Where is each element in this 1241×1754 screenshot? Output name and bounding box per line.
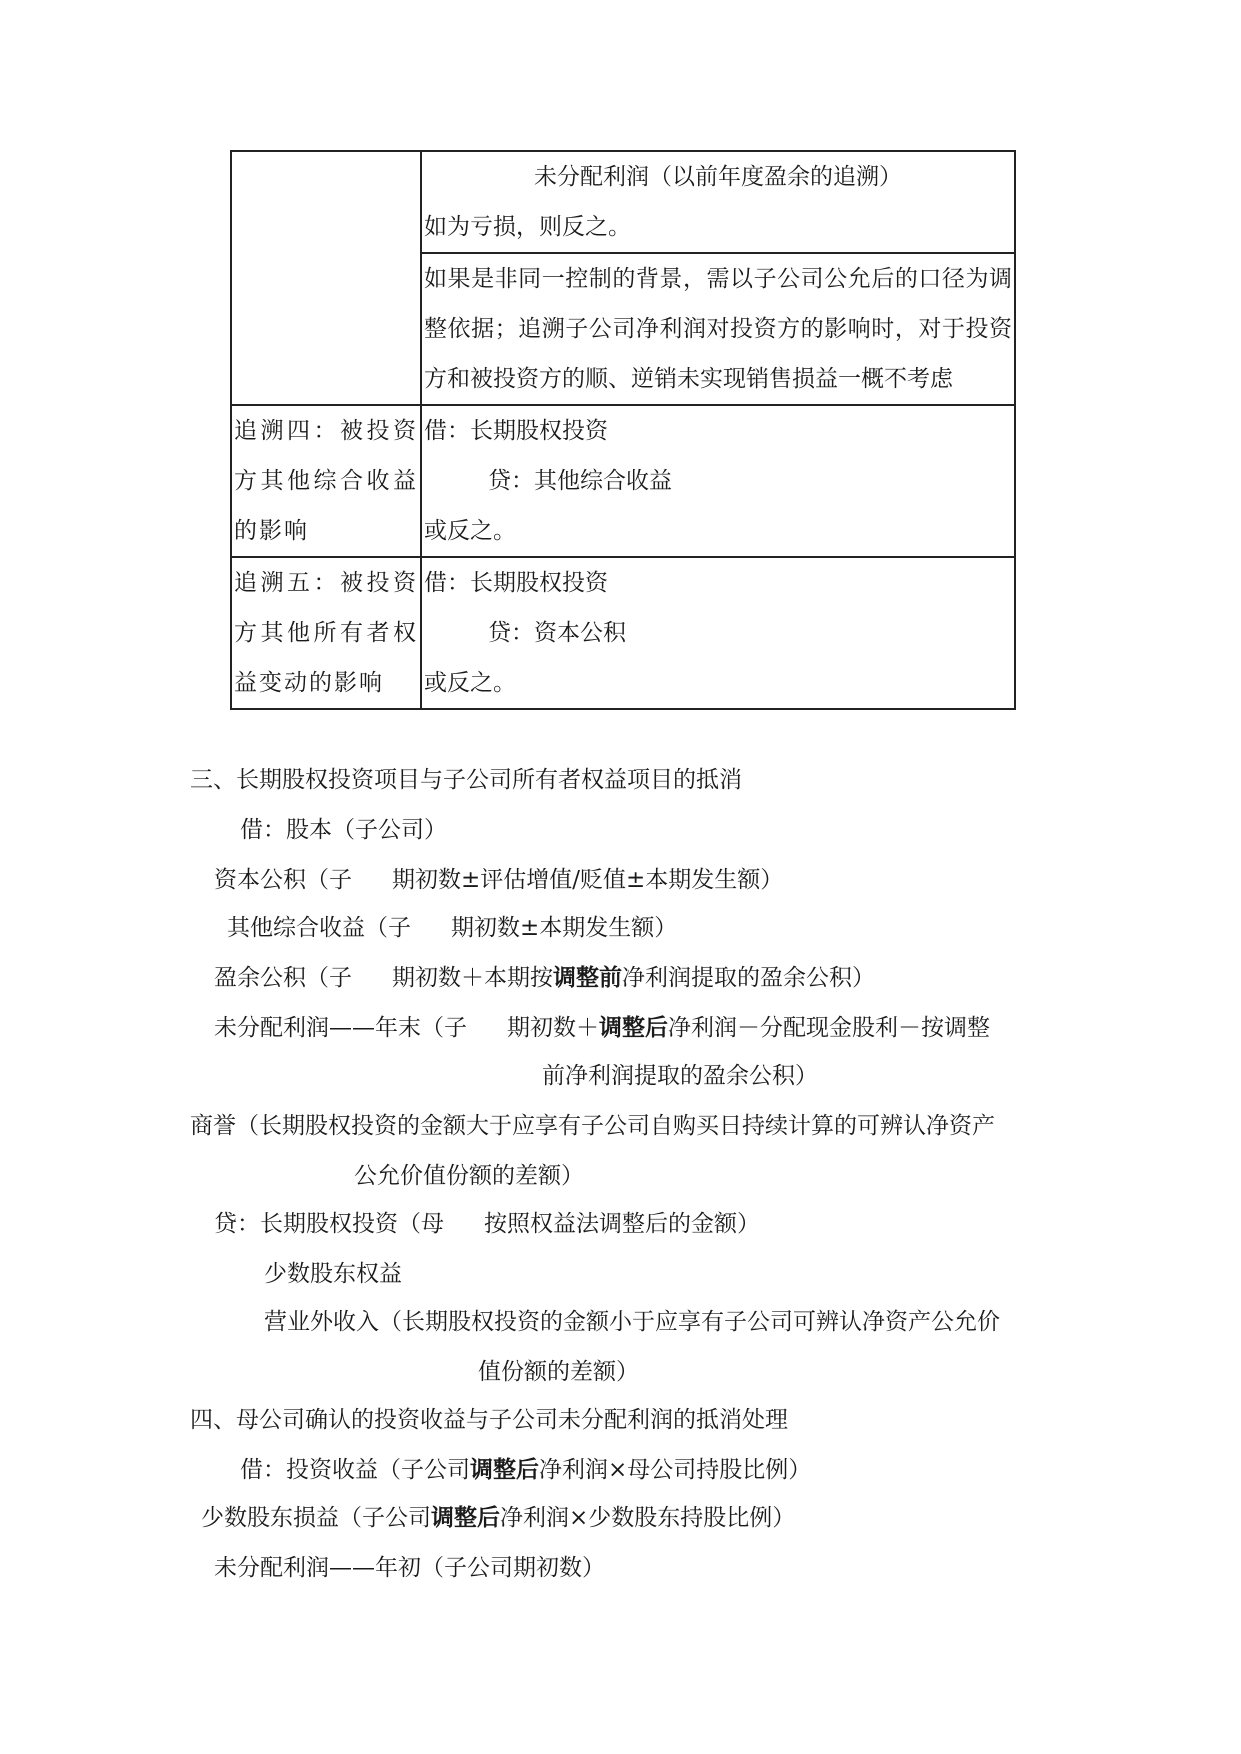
label-cell bbox=[231, 557, 421, 709]
entry-cell bbox=[421, 151, 1015, 253]
debit-line: 借：长期股权投资 bbox=[424, 418, 608, 444]
retrospect-5-label: 追溯五：被投资方其他所有者权益变动的影响 bbox=[234, 570, 418, 696]
entry-line: 借：股本（子公司） bbox=[240, 817, 447, 843]
entry-cell bbox=[421, 557, 1015, 709]
entry-line: 其他综合收益（子 期初数±本期发生额） bbox=[227, 915, 678, 941]
retrospect-4-label: 追溯四：被投资方其他综合收益的影响 bbox=[234, 418, 418, 544]
entry-line: 贷：长期股权投资（母 按照权益法调整后的金额） bbox=[214, 1211, 760, 1237]
entry-line: 未分配利润——年末（子 期初数＋调整后净利润－分配现金股利－按调整 bbox=[214, 1015, 990, 1041]
credit-line: 贷：资本公积 bbox=[488, 620, 626, 646]
entry-line-continued: 公允价值份额的差额） bbox=[354, 1163, 584, 1189]
entry-line: 借：投资收益（子公司调整后净利润×母公司持股比例） bbox=[240, 1457, 812, 1483]
table-row bbox=[231, 151, 1015, 253]
retained-earnings-line: 未分配利润（以前年度盈余的追溯） bbox=[534, 164, 902, 190]
non-common-control-note: 如果是非同一控制的背景，需以子公司公允后的口径为调整依据；追溯子公司净利润对投资方的影响时，对于投资方和被投资方的顺、逆销未实现销售损益一概不考虑 bbox=[424, 266, 1012, 392]
note-cell bbox=[421, 253, 1015, 405]
entry-line-continued: 值份额的差额） bbox=[478, 1359, 639, 1385]
reverse-note: 或反之。 bbox=[424, 670, 516, 696]
section-4-heading: 四、母公司确认的投资收益与子公司未分配利润的抵消处理 bbox=[190, 1407, 788, 1433]
entry-cell bbox=[421, 405, 1015, 557]
entry-line: 盈余公积（子 期初数＋本期按调整前净利润提取的盈余公积） bbox=[214, 965, 875, 991]
debit-line: 借：长期股权投资 bbox=[424, 570, 608, 596]
entry-line: 未分配利润——年初（子公司期初数） bbox=[214, 1555, 605, 1581]
table-row bbox=[231, 557, 1015, 709]
entry-line: 资本公积（子 期初数±评估增值/贬值±本期发生额） bbox=[214, 867, 784, 893]
credit-line: 贷：其他综合收益 bbox=[488, 468, 672, 494]
reverse-note: 或反之。 bbox=[424, 518, 516, 544]
entry-line: 商誉（长期股权投资的金额大于应享有子公司自购买日持续计算的可辨认净资产 bbox=[190, 1113, 995, 1139]
journal-entry-table bbox=[230, 150, 1016, 710]
entry-line: 少数股东损益（子公司调整后净利润×少数股东持股比例） bbox=[201, 1505, 796, 1531]
entry-line-continued: 前净利润提取的盈余公积） bbox=[542, 1063, 818, 1089]
label-cell bbox=[231, 405, 421, 557]
reverse-note: 如为亏损，则反之。 bbox=[424, 214, 631, 240]
entry-line: 少数股东权益 bbox=[264, 1261, 402, 1287]
table-row bbox=[231, 405, 1015, 557]
section-3-heading: 三、长期股权投资项目与子公司所有者权益项目的抵消 bbox=[190, 767, 742, 793]
empty-label-cell bbox=[231, 151, 421, 405]
entry-line: 营业外收入（长期股权投资的金额小于应享有子公司可辨认净资产公允价 bbox=[264, 1309, 1000, 1335]
